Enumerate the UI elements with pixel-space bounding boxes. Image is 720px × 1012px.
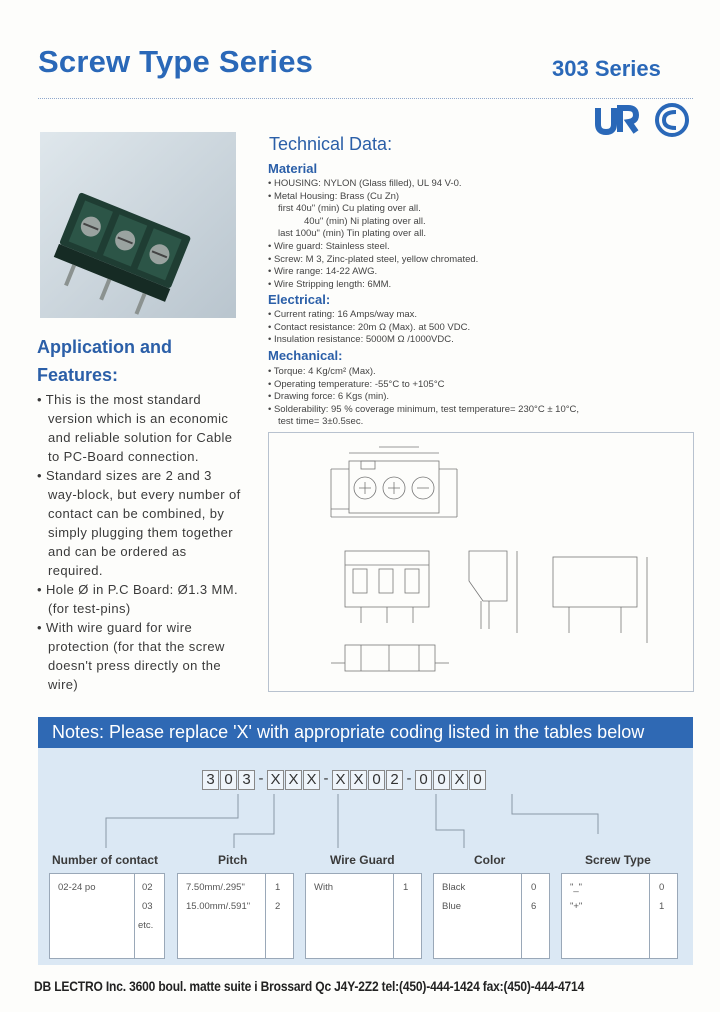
material-line: • Metal Housing: Brass (Cu Zn) — [268, 190, 400, 202]
ur-logo-icon — [592, 100, 640, 138]
code-dash: - — [323, 770, 329, 787]
feature-line: contact can be combined, by — [48, 506, 225, 521]
pitch-code: 1 — [275, 882, 281, 893]
table-divider — [134, 874, 135, 958]
feature-line: • This is the most standard — [37, 392, 201, 407]
table-divider — [265, 874, 266, 958]
screw-type-label: "+" — [570, 901, 583, 912]
material-list — [268, 178, 478, 291]
material-line: • Screw: M 3, Zinc-plated steel, yellow chromated. — [268, 253, 479, 265]
color-code: 6 — [531, 901, 537, 912]
feature-line: (for test-pins) — [48, 601, 131, 616]
code-char: X — [451, 770, 468, 790]
code-char: X — [267, 770, 284, 790]
feature-line: simply plugging them together — [48, 525, 234, 540]
code-dash: - — [258, 770, 264, 787]
code-char: X — [332, 770, 349, 790]
electrical-list — [268, 309, 470, 347]
color-code: 0 — [531, 882, 537, 893]
table-divider — [649, 874, 650, 958]
code-char: 0 — [415, 770, 432, 790]
code-char: X — [303, 770, 320, 790]
code-char: 0 — [220, 770, 237, 790]
wire-guard-label: With — [314, 882, 333, 893]
screw-type-code: 0 — [659, 882, 665, 893]
contact-range: 02-24 po — [58, 882, 96, 893]
code-char: X — [285, 770, 302, 790]
table-divider — [393, 874, 394, 958]
material-line: • HOUSING: NYLON (Glass filled), UL 94 V-0. — [268, 178, 462, 189]
material-line: • Wire guard: Stainless steel. — [268, 240, 390, 252]
feature-line: • Hole Ø in P.C Board: Ø1.3 MM. — [37, 582, 238, 597]
screw-type-header: Screw Type — [585, 853, 651, 867]
feature-line: required. — [48, 563, 103, 578]
feature-line: • Standard sizes are 2 and 3 — [37, 468, 212, 483]
mechanical-heading: Mechanical: — [268, 348, 343, 363]
feature-line: wire) — [48, 677, 79, 692]
contact-header: Number of contact — [52, 853, 159, 867]
pitch-header: Pitch — [218, 853, 248, 867]
material-line: first 40u" (min) Cu plating over all. — [278, 203, 421, 215]
mechanical-line: • Drawing force: 6 Kgs (min). — [268, 391, 390, 403]
wire-guard-table — [305, 873, 422, 959]
material-line: • Wire Stripping length: 6MM. — [268, 278, 392, 290]
pitch-table — [177, 873, 294, 959]
code-char: 0 — [368, 770, 385, 790]
features-heading: Features: — [37, 365, 119, 385]
screw-type-table — [561, 873, 678, 959]
feature-line: version which is an economic — [48, 411, 229, 426]
electrical-heading: Electrical: — [268, 292, 331, 307]
color-label: Black — [442, 882, 466, 893]
material-line: last 100u" (min) Tin plating over all. — [278, 228, 427, 240]
application-heading: Application and — [37, 337, 172, 357]
code-char: 0 — [469, 770, 486, 790]
material-heading: Material — [268, 161, 318, 176]
screw-type-code: 1 — [659, 901, 665, 912]
notes-banner: Notes: Please replace 'X' with appropriate coding listed in the tables below — [38, 717, 693, 748]
contact-table — [49, 873, 165, 959]
screw-type-label: "_" — [570, 882, 583, 893]
feature-line: and reliable solution for Cable — [48, 430, 233, 445]
feature-line: • With wire guard for wire — [37, 620, 193, 635]
product-photo — [40, 132, 236, 318]
code-char: 2 — [386, 770, 403, 790]
series-title: 303 Series — [552, 56, 661, 81]
wire-guard-code: 1 — [403, 882, 409, 893]
code-char: 0 — [433, 770, 450, 790]
code-char: 3 — [202, 770, 219, 790]
color-header: Color — [474, 853, 506, 867]
part-code — [202, 770, 487, 790]
code-char: 3 — [238, 770, 255, 790]
material-line: • Wire range: 14-22 AWG. — [268, 266, 378, 278]
wire-guard-header: Wire Guard — [330, 853, 395, 867]
mechanical-line: test time= 3±0.5sec. — [278, 416, 364, 428]
contact-code: 03 — [142, 901, 153, 912]
electrical-line: • Current rating: 16 Amps/way max. — [268, 309, 418, 320]
mechanical-list — [268, 366, 579, 429]
material-line: 40u" (min) Ni plating over all. — [304, 215, 426, 227]
feature-line: and can be ordered as — [48, 544, 187, 559]
features-list — [37, 390, 241, 694]
code-dash: - — [406, 770, 412, 787]
feature-line: protection (for that the screw — [48, 639, 225, 654]
page-title: Screw Type Series — [38, 44, 314, 79]
color-table — [433, 873, 550, 959]
code-char: X — [350, 770, 367, 790]
feature-line: to PC-Board connection. — [48, 449, 199, 464]
electrical-line: • Insulation resistance: 5000M Ω /1000VDC. — [268, 334, 454, 346]
pitch-label: 15.00mm/.591" — [186, 901, 251, 912]
contact-code: 02 — [142, 882, 153, 893]
company-footer: DB LECTRO Inc. 3600 boul. matte suite i Brossard Qc J4Y-2Z2 tel:(450)-444-1424 fax:(450)-444-4714 — [34, 978, 585, 994]
mechanical-line: • Operating temperature: -55°C to +105°C — [268, 378, 445, 390]
header-divider — [38, 98, 693, 99]
color-label: Blue — [442, 901, 462, 912]
table-divider — [521, 874, 522, 958]
pitch-label: 7.50mm/.295" — [186, 882, 245, 893]
technical-heading: Technical Data: — [269, 134, 393, 154]
contact-code: etc. — [138, 920, 154, 931]
csa-logo-icon — [654, 102, 690, 138]
code-connector-lines — [38, 790, 693, 854]
technical-drawing — [268, 432, 694, 692]
mechanical-line: • Solderability: 95 % coverage minimum, test temperature= 230°C ± 10°C, — [268, 403, 580, 415]
pitch-code: 2 — [275, 901, 281, 912]
electrical-line: • Contact resistance: 20m Ω (Max). at 500 VDC. — [268, 321, 471, 333]
feature-line: doesn't press directly on the — [48, 658, 222, 673]
feature-line: way-block, but every number of — [48, 487, 241, 502]
mechanical-line: • Torque: 4 Kg/cm² (Max). — [268, 366, 376, 377]
